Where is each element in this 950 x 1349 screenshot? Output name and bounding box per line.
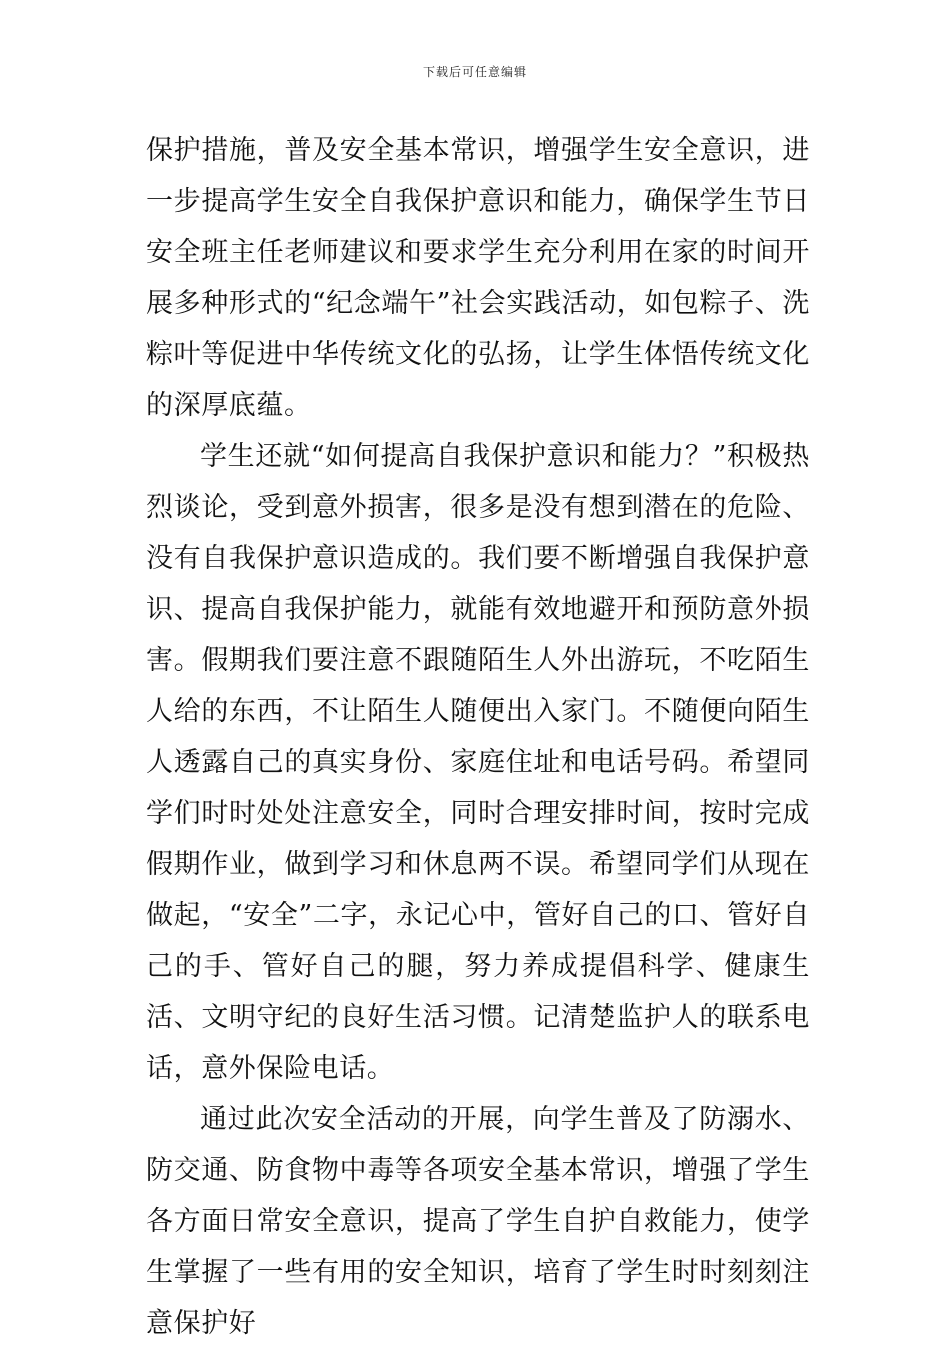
page-header: 下载后可任意编辑 bbox=[422, 65, 527, 79]
document-body bbox=[146, 125, 810, 1349]
paragraph-3: 通过此次安全活动的开展，向学生普及了防溺水、防交通、防食物中毒等各项安全基本常识，增强了学生各方面日常安全意识，提高了学生自护自救能力，使学生掌握了一些有用的安全知识，培育了学生时时刻刻注意保护好 bbox=[146, 1104, 810, 1339]
paragraph-1: 保护措施，普及安全基本常识，增强学生安全意识，进一步提高学生安全自我保护意识和能力，确保学生节日安全班主任老师建议和要求学生充分利用在家的时间开展多种形式的“纪念端午”社会实践活动，如包粽子、洗粽叶等促进中华传统文化的弘扬，让学生体悟传统文化的深厚底蕴。 bbox=[146, 135, 810, 421]
paragraph-2: 学生还就“如何提高自我保护意识和能力？”积极热烈谈论，受到意外损害，很多是没有想到潜在的危险、没有自我保护意识造成的。我们要不断增强自我保护意识、提高自我保护能力，就能有效地避开和预防意外损害。假期我们要注意不跟随陌生人外出游玩，不吃陌生人给的东西，不让陌生人随便出入家门。不随便向陌生人透露自己的真实身份、家庭住址和电话号码。希望同学们时时处处注意安全，同时合理安排时间，按时完成假期作业，做到学习和休息两不误。希望同学们从现在做起，“安全”二字，永记心中，管好自己的口、管好自己的手、管好自己的腿，努力养成提倡科学、健康生活、文明守纪的良好生活习惯。记清楚监护人的联系电话，意外保险电话。 bbox=[146, 441, 810, 1084]
